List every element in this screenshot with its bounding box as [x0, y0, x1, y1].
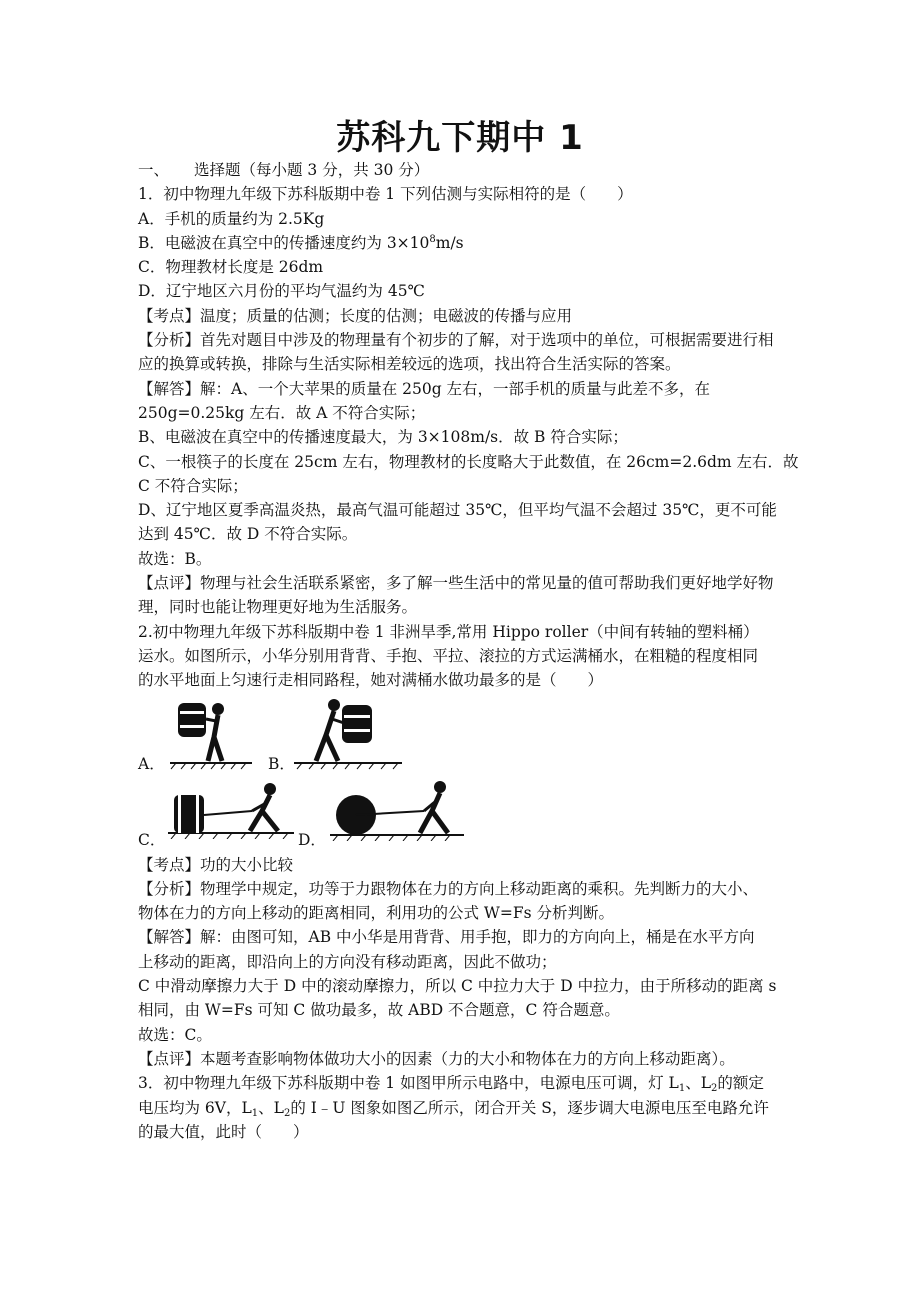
q3-stem-3: 的最大值，此时（ ） — [138, 1122, 309, 1141]
q2-stem-3: 的水平地面上匀速行走相同路程，她对满桶水做功最多的是（ ） — [138, 671, 604, 690]
q1-answer: 故选：B。 — [138, 549, 212, 568]
q2-figure-a-carry-on-back — [168, 699, 254, 771]
q2-dianping: 【点评】本题考查影响物体做功大小的因素（力的大小和物体在力的方向上移动距离）。 — [138, 1049, 735, 1068]
q2-fenxi-2: 物体在力的方向上移动的距离相同，利用功的公式 W=Fs 分析判断。 — [138, 904, 614, 923]
q1-jieda-c2: C 不符合实际； — [138, 476, 248, 495]
q2-stem-1: 2.初中物理九年级下苏科版期中卷 1 非洲旱季,常用 Hippo roller（中间有转轴的塑料桶） — [138, 622, 759, 641]
q2-figure-d-roll — [328, 779, 466, 841]
q2-figure-c-pull-flat — [166, 781, 296, 839]
q2-label-c: C． — [138, 831, 166, 850]
q3-sub-1: 1 — [678, 1083, 686, 1095]
q3-stem-1 — [138, 1071, 788, 1095]
q1-option-b-text: B．电磁波在真空中的传播速度约为 3×10 — [138, 233, 430, 252]
q1-option-b — [138, 231, 788, 255]
q1-jieda-d1: D、辽宁地区夏季高温炎热，最高气温可能超过 35℃，但平均气温不会超过 35℃，更不可能 — [138, 501, 777, 520]
q2-kaodian: 【考点】功的大小比较 — [138, 855, 294, 874]
q2-answer: 故选：C。 — [138, 1025, 212, 1044]
q2-jieda-1: 【解答】解：由图可知，AB 中小华是用背背、用手抱，即力的方向向上，桶是在水平方向 — [138, 928, 755, 947]
q3-stem-2c: 的 I﹣U 图象如图乙所示，闭合开关 S，逐步调大电源电压至电路允许 — [290, 1098, 769, 1117]
q3-stem-1a: 3．初中物理九年级下苏科版期中卷 1 如图甲所示电路中，电源电压可调，灯 L — [138, 1074, 679, 1093]
section-number: 一、 — [138, 161, 170, 179]
q2-figure-row-cd — [138, 777, 788, 853]
q1-option-b-exponent: 8 — [429, 233, 436, 245]
q2-fenxi-1: 【分析】物理学中规定，功等于力跟物体在力的方向上移动距离的乘积。先判断力的大小、 — [138, 879, 759, 898]
q1-jieda-a2: 250g=0.25kg 左右．故 A 不符合实际； — [138, 403, 426, 422]
section-heading — [138, 158, 788, 182]
q1-stem: 1．初中物理九年级下苏科版期中卷 1 下列估测与实际相符的是（ ） — [138, 185, 633, 204]
q1-option-d: D．辽宁地区六月份的平均气温约为 45℃ — [138, 282, 425, 301]
q1-jieda-a1: 【解答】解：A、一个大苹果的质量在 250g 左右，一部手机的质量与此差不多，在 — [138, 379, 711, 398]
q3-stem-2a: 电压均为 6V，L — [138, 1098, 252, 1117]
document-body — [138, 158, 799, 1144]
section-label: 选择题（每小题 3 分，共 30 分） — [194, 161, 430, 179]
q1-jieda-d2: 达到 45℃．故 D 不符合实际。 — [138, 525, 358, 544]
q2-label-a: A． — [138, 755, 165, 774]
q3-sub-3: 1 — [251, 1107, 259, 1119]
q1-option-a: A．手机的质量约为 2.5Kg — [138, 209, 325, 228]
q1-dianping: 【点评】物理与社会生活联系紧密，多了解一些生活中的常见量的值可帮助我们更好地学好物理，同时也能让物理更好地为生活服务。 — [138, 574, 774, 617]
q1-jieda-c1: C、一根筷子的长度在 25cm 左右，物理教材的长度略大于此数值，在 26cm=2.6dm 左右．故 — [138, 452, 799, 471]
q2-jieda-4: 相同，由 W=Fs 可知 C 做功最多，故 ABD 不合题意，C 符合题意。 — [138, 1001, 620, 1020]
q3-stem-2 — [138, 1096, 788, 1120]
q3-stem-2b: 、L — [258, 1098, 284, 1117]
q1-fenxi: 【分析】首先对题目中涉及的物理量有个初步的了解，对于选项中的单位，可根据需要进行相应的换算或转换，排除与生活实际相差较远的选项，找出符合生活实际的答案。 — [138, 331, 774, 374]
q3-stem-1c: 的额定 — [717, 1074, 764, 1093]
q2-jieda-2: 上移动的距离，即沿向上的方向没有移动距离，因此不做功； — [138, 952, 557, 971]
q1-kaodian: 【考点】温度；质量的估测；长度的估测；电磁波的传播与应用 — [138, 306, 573, 325]
q2-jieda-3: C 中滑动摩擦力大于 D 中的滚动摩擦力，所以 C 中拉力大于 D 中拉力，由于所移动的距离 s — [138, 977, 777, 996]
page-title: 苏科九下期中 1 — [336, 118, 584, 158]
q1-option-b-unit: m/s — [435, 233, 464, 252]
q1-jieda-b: B、电磁波在真空中的传播速度最大，为 3×108m/s．故 B 符合实际； — [138, 428, 628, 447]
q3-sub-4: 2 — [283, 1107, 291, 1119]
q3-sub-2: 2 — [710, 1083, 718, 1095]
q2-stem-2: 运水。如图所示，小华分别用背背、手抱、平拉、滚拉的方式运满桶水，在粗糙的程度相同 — [138, 646, 759, 665]
q2-figure-b-hold-in-arms — [292, 697, 404, 771]
q2-figure-row-ab — [138, 693, 788, 777]
q2-label-d: D． — [298, 831, 326, 850]
q2-label-b: B． — [268, 755, 295, 774]
q3-stem-1b: 、L — [685, 1074, 711, 1093]
q1-option-c: C．物理教材长度是 26dm — [138, 258, 324, 277]
